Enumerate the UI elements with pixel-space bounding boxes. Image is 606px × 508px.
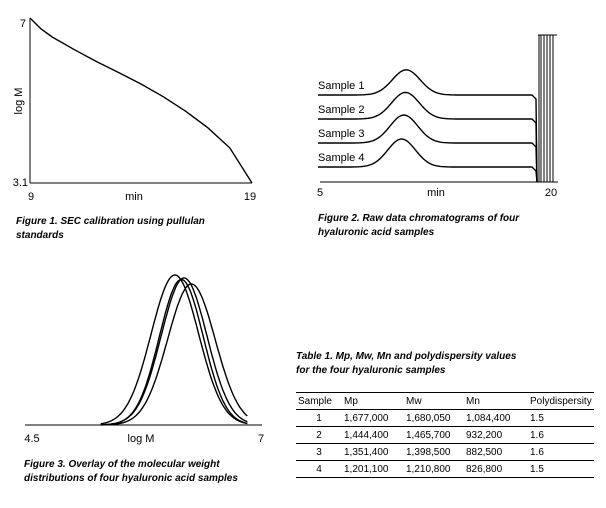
figure1-caption: [16, 215, 205, 243]
figure2-caption-line-2: hyaluronic acid samples: [318, 227, 435, 238]
table-cell: 1: [296, 410, 342, 427]
figure3-distribution-curve: [101, 275, 248, 424]
table-cell: 1.5: [528, 410, 594, 427]
figure3-caption: [24, 458, 238, 486]
table-cell: 1,680,050: [404, 410, 464, 427]
figure3-x-tick-right: 7: [257, 433, 265, 445]
table1-caption-line-1: Table 1. Mp, Mw, Mn and polydispersity values: [296, 351, 517, 362]
figure3-x-label: log M: [127, 433, 155, 445]
figure2-series-label: Sample 3: [318, 128, 365, 140]
figure3-distribution-curve: [101, 284, 248, 425]
table1-header-cell: Polydispersity: [528, 393, 594, 410]
table1: [296, 392, 594, 478]
table1-header-cell: Mw: [404, 393, 464, 410]
figure3-caption-line-2: distributions of four hyaluronic acid samples: [24, 473, 238, 484]
table-cell: 1.5: [528, 461, 594, 478]
figure1-x-label: min: [125, 191, 143, 203]
figure1-y-label: log M: [13, 87, 25, 115]
table-cell: 1,465,700: [404, 427, 464, 444]
table-cell: 932,200: [464, 427, 528, 444]
table-row: [296, 427, 594, 444]
figure1-x-tick-right: 19: [243, 191, 257, 203]
figure2-caption-line-1: Figure 2. Raw data chromatograms of four: [318, 213, 520, 224]
figure3-distribution-curve: [101, 278, 248, 425]
table-cell: 4: [296, 461, 342, 478]
figure3-distribution-curve: [101, 280, 248, 425]
figure2-solvent-peaks: [538, 35, 557, 182]
table-cell: 1.6: [528, 427, 594, 444]
table-cell: 1,677,000: [342, 410, 404, 427]
table-cell: 1.6: [528, 444, 594, 461]
table-cell: 2: [296, 427, 342, 444]
figure2-x-tick-right: 20: [544, 187, 558, 199]
figure3-chart: [0, 260, 280, 450]
table1-header-cell: Sample: [296, 393, 342, 410]
table1-header-cell: Mn: [464, 393, 528, 410]
table1-caption: [296, 350, 516, 378]
figure1-calibration-curve: [30, 18, 252, 183]
table-cell: 1,351,400: [342, 444, 404, 461]
table-cell: 1,210,800: [404, 461, 464, 478]
table1-header-cell: Mp: [342, 393, 404, 410]
table-row: [296, 461, 594, 478]
table-cell: 1,201,100: [342, 461, 404, 478]
figure1-caption-line-1: Figure 1. SEC calibration using pullulan: [16, 216, 205, 227]
figure2-caption: [318, 212, 519, 240]
table-cell: 826,800: [464, 461, 528, 478]
figure2-x-label: min: [427, 187, 445, 199]
table1-caption-line-2: for the four hyaluronic samples: [296, 365, 446, 376]
figure2-series-label: Sample 2: [318, 104, 365, 116]
table1-header-row: [296, 393, 594, 410]
figure1-y-tick-top: 7: [19, 18, 26, 30]
figure1-chart: [0, 0, 270, 210]
figure2-series-label: Sample 4: [318, 152, 365, 164]
table-row: [296, 410, 594, 427]
figure3-caption-line-1: Figure 3. Overlay of the molecular weight: [24, 459, 220, 470]
figure2-chart: [300, 0, 606, 210]
figure1-x-tick-left: 9: [27, 191, 35, 203]
table-cell: 1,084,400: [464, 410, 528, 427]
figure3-x-tick-left: 4.5: [24, 433, 40, 445]
table-cell: 1,398,500: [404, 444, 464, 461]
table-row: [296, 444, 594, 461]
figure1-y-tick-bottom: 3.1: [12, 177, 28, 189]
table-cell: 882,500: [464, 444, 528, 461]
figure2-x-tick-left: 5: [316, 187, 324, 199]
figure2-series-label: Sample 1: [318, 80, 365, 92]
figure1-caption-line-2: standards: [16, 230, 64, 241]
figure2-chromatogram-trace: [318, 115, 537, 182]
table-cell: 3: [296, 444, 342, 461]
table-cell: 1,444,400: [342, 427, 404, 444]
